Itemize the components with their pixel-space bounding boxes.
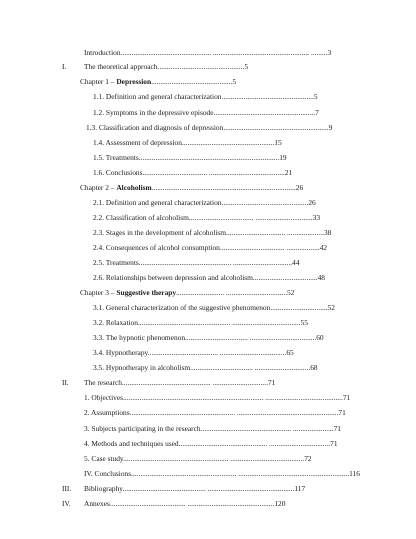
toc-entry-title: 4. Methods and techniques used xyxy=(84,439,179,448)
toc-entry-leader: ............................................................................ xyxy=(138,153,280,162)
toc-entry-page: 7 xyxy=(315,108,319,117)
toc-entry xyxy=(86,121,360,135)
toc-entry-leader: ......................................................... xyxy=(223,123,329,132)
toc-entry-title: 2.4. Consequences of alcohol consumption xyxy=(93,243,220,252)
toc-entry-page: 120 xyxy=(274,499,286,508)
toc-entry-leader: .............................................................................. xyxy=(151,183,296,192)
toc-entry-title-bold: Depression xyxy=(116,77,152,86)
toc-entry-page: 5 xyxy=(232,77,237,86)
toc-entry-page: 71 xyxy=(342,393,351,402)
toc-entry xyxy=(62,422,360,436)
toc-entry-page: 71 xyxy=(333,424,341,433)
toc-entry-title: 1.6. Conclusions xyxy=(93,168,143,177)
toc-entry-leader: ................................... ......................................... xyxy=(142,168,285,177)
toc-entry-page: 19 xyxy=(279,153,287,162)
toc-entry xyxy=(93,151,360,165)
toc-entry-page: 9 xyxy=(328,123,333,132)
toc-entry xyxy=(93,196,360,210)
toc-entry-leader: .................................................. xyxy=(221,92,314,101)
toc-entry xyxy=(62,482,360,496)
toc-entry-title: Bibliography xyxy=(84,484,123,493)
toc-entry xyxy=(80,75,360,89)
toc-entry xyxy=(62,437,360,451)
toc-entry-page: 33 xyxy=(312,213,321,222)
toc-entry-leader: ............................................. ............................................... xyxy=(122,484,295,493)
toc-entry xyxy=(93,316,360,330)
toc-entry-leader: .................................................. ..................................... xyxy=(137,318,301,327)
toc-entry xyxy=(93,256,360,270)
toc-entry xyxy=(93,346,360,360)
toc-entry-page: 44 xyxy=(292,258,300,267)
toc-entry xyxy=(93,331,360,345)
toc-entry-page: 5 xyxy=(244,62,249,71)
toc-entry-leader: ...................................... .................................... xyxy=(147,348,287,357)
toc-entry-title-bold: Suggestive therapy xyxy=(116,288,177,297)
toc-entry-title: 2.1. Definition and general characterization xyxy=(93,198,222,207)
toc-entry-page: 117 xyxy=(294,484,306,493)
toc-entry-page: 52 xyxy=(327,303,335,312)
toc-entry-leader: .................................. .............................. xyxy=(190,363,311,372)
toc-entry xyxy=(93,136,360,150)
toc-entry-page: 71 xyxy=(330,439,338,448)
toc-entry-title: 2.2. Classification of alcoholism xyxy=(93,213,189,222)
toc-entry-title: The theoretical approach xyxy=(84,62,158,71)
toc-entry-leader: ................................... .................. xyxy=(219,243,320,252)
toc-entry-leader: ............................................... xyxy=(157,62,245,71)
toc-entry-page: 38 xyxy=(323,228,332,237)
toc-entry-page: 55 xyxy=(300,318,308,327)
toc-entry-leader: .................................................. ................................ xyxy=(138,258,293,267)
toc-entry-title: 2. Assumptions xyxy=(84,408,130,417)
toc-entry-page: 26 xyxy=(308,198,316,207)
toc-entry-page: 21 xyxy=(284,168,293,177)
toc-entry xyxy=(62,391,360,405)
toc-entry-title: 3.3. The hypnotic phenomenon xyxy=(93,333,186,342)
toc-entry-leader: ......................................... ............................................... xyxy=(109,499,275,508)
toc-entry-title: The research xyxy=(84,378,122,387)
toc-entry xyxy=(80,286,360,300)
toc-entry-title: 5. Case study xyxy=(84,454,124,463)
toc-entry-page: 71 xyxy=(267,378,276,387)
toc-entry-title: 1.4. Assessment of depression xyxy=(93,138,182,147)
toc-entry xyxy=(93,241,360,255)
toc-entry xyxy=(93,211,360,225)
toc-entry xyxy=(62,467,360,481)
toc-entry-title: 1.3. Classification and diagnosis of depression xyxy=(86,123,224,132)
toc-entry-title: 1. Objectives xyxy=(84,393,123,402)
toc-entry-title: IV. Conclusions xyxy=(84,469,132,478)
toc-entry-leader: ................................... xyxy=(252,273,318,282)
toc-entry-page: 71 xyxy=(338,408,346,417)
toc-entry-page: 65 xyxy=(286,348,294,357)
toc-entry-leader: ............................................ xyxy=(151,77,233,86)
toc-entry-leader: ................................................ .............................. xyxy=(121,378,268,387)
toc-entry-title: 2.3. Stages in the development of alcoholism xyxy=(93,228,227,237)
toc-entry-leader: ......................................................... ............................................................ xyxy=(131,469,350,478)
toc-entry xyxy=(93,301,360,315)
toc-entry-title: 1.2. Symptoms in the depressive episode xyxy=(93,108,214,117)
toc-entry-page: 52 xyxy=(286,288,295,297)
toc-entry-page: 3 xyxy=(327,48,332,57)
toc-entry-title: Chapter 1 – xyxy=(80,77,117,86)
toc-entry xyxy=(93,90,360,104)
toc-entry-leader: .......................... ................................. xyxy=(176,288,287,297)
toc-entry-title: 3. Subjects participating in the research xyxy=(84,424,201,433)
toc-entry-leader: ......................................................... ....................................................... xyxy=(129,408,339,417)
toc-entry-number: I. xyxy=(62,62,67,71)
toc-entry-page: 72 xyxy=(304,454,312,463)
toc-entry xyxy=(93,361,360,375)
toc-entry-title: Introduction xyxy=(84,48,121,57)
toc-entry-title: 2.6. Relationships between depression and alcoholism xyxy=(93,273,253,282)
toc-entry-leader: ............................................... xyxy=(221,198,309,207)
toc-entry-leader: .................................. .................................... xyxy=(185,333,317,342)
toc-entry xyxy=(62,46,360,60)
toc-entry-leader: ................................................. .................................................... ......... xyxy=(120,48,328,57)
toc-entry-title: 1.5. Treatments xyxy=(93,153,139,162)
toc-entry-leader: ................................................. ...................... xyxy=(200,424,334,433)
toc-entry-title: Chapter 2 – xyxy=(80,183,117,192)
toc-entry-title: 3.4. Hypnotherapy xyxy=(93,348,148,357)
toc-entry-page: 42 xyxy=(319,243,328,252)
toc-entry xyxy=(62,406,360,420)
toc-entry-page: 60 xyxy=(316,333,324,342)
toc-entry-title: 2.5. Treatments xyxy=(93,258,139,267)
toc-entry xyxy=(62,60,360,74)
toc-entry-number: II. xyxy=(62,378,69,387)
toc-entry-page: 68 xyxy=(310,363,318,372)
toc-entry-leader: ................................................ ................................. xyxy=(178,439,331,448)
toc-entry-page: 5 xyxy=(313,92,318,101)
toc-entry-page: 48 xyxy=(317,273,325,282)
toc-entry-page: 26 xyxy=(295,183,304,192)
toc-entry-title: 3.2. Relaxation xyxy=(93,318,138,327)
toc-entry-leader: ............................................................................ .......................................... xyxy=(123,393,343,402)
toc-entry-number: III. xyxy=(62,484,72,493)
toc-entry-leader: ................................ .................... xyxy=(226,228,324,237)
toc-entry-leader: .................................................. xyxy=(181,138,275,147)
toc-entry-leader: ............................... xyxy=(270,303,328,312)
toc-entry-leader: ................................... ............................... xyxy=(188,213,313,222)
toc-entry-title: 1.1. Definition and general characterization xyxy=(93,92,222,101)
toc-entry-page: 116 xyxy=(349,469,360,478)
toc-entry xyxy=(93,166,360,180)
toc-entry xyxy=(80,181,360,195)
toc-entry-title: 3.1. General characterization of the suggestive phenomenon xyxy=(93,303,271,312)
toc-entry xyxy=(62,452,360,466)
toc-entry xyxy=(62,376,360,390)
toc-entry-leader: ....................................................... xyxy=(213,108,316,117)
toc-entry-title: Annexes xyxy=(84,499,110,508)
toc-entry-number: IV. xyxy=(62,499,71,508)
toc-entry-page: 15 xyxy=(274,138,282,147)
toc-entry-title: Chapter 3 – xyxy=(80,288,117,297)
toc-entry-title-bold: Alcoholism xyxy=(116,183,152,192)
toc-entry xyxy=(62,497,360,511)
toc-entry xyxy=(93,226,360,240)
toc-entry xyxy=(93,271,360,285)
toc-entry-title: 3.5. Hypnotherapy in alcoholism xyxy=(93,363,191,372)
toc-entry-leader: ......................................................... ........................................ xyxy=(123,454,305,463)
toc-entry xyxy=(93,106,360,120)
